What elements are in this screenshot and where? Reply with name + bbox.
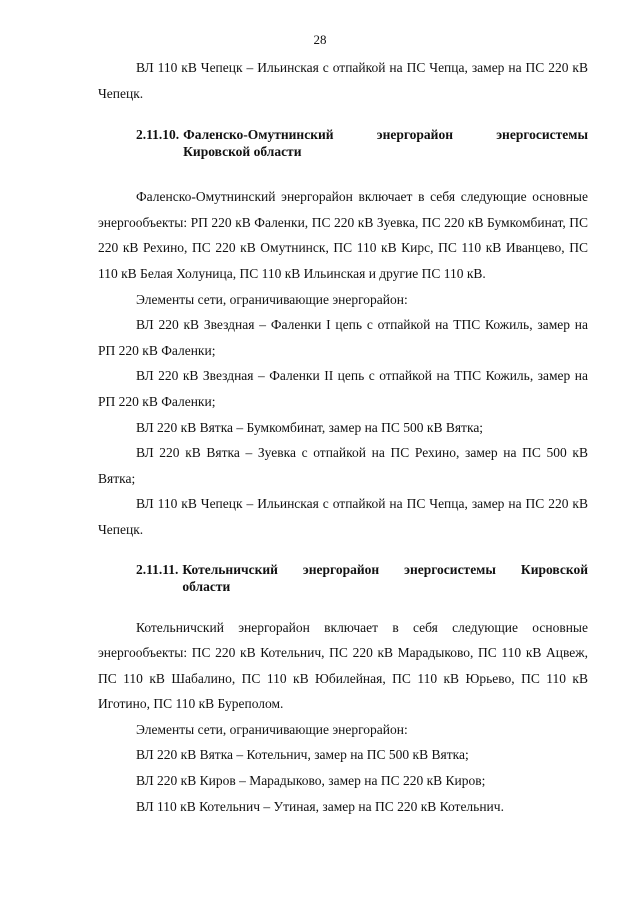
section-number: 2.11.11. bbox=[136, 561, 179, 577]
section-intro: Котельничский энергорайон включает в себя следующие основные энергообъекты: ПС 220 кВ Котельнич, ПС 220 кВ Марадыково, ПС 110 кВ Ацвеж, ПС 110 кВ Шабалино, ПС 110 кВ Юбилейная, ПС 110 кВ Юрьево, ПС 110 кВ Иготино, ПС 110 кВ Буреполом. bbox=[98, 619, 588, 712]
network-element: ВЛ 110 кВ Чепецк – Ильинская с отпайкой на ПС Чепца, замер на ПС 220 кВ Чепецк. bbox=[98, 496, 588, 537]
top-paragraph: ВЛ 110 кВ Чепецк – Ильинская с отпайкой на ПС Чепца, замер на ПС 220 кВ Чепецк. bbox=[98, 60, 588, 101]
section-title-line-1: Фаленско-Омутнинский энергорайон энергосистемы bbox=[183, 127, 588, 143]
network-element: ВЛ 220 кВ Звездная – Фаленки I цепь с отпайкой на ТПС Кожиль, замер на РП 220 кВ Фаленки; bbox=[98, 317, 588, 358]
section-number: 2.11.10. bbox=[136, 127, 180, 143]
section-heading-2-11-11 bbox=[136, 561, 588, 595]
section-title-line-1: Котельничский энергорайон энергосистемы Кировской bbox=[182, 561, 588, 577]
network-element: ВЛ 220 кВ Вятка – Котельнич, замер на ПС 500 кВ Вятка; bbox=[136, 747, 469, 763]
network-element: ВЛ 220 кВ Вятка – Зуевка с отпайкой на ПС Рехино, замер на ПС 500 кВ Вятка; bbox=[98, 445, 588, 486]
section-title-line-2: Кировской области bbox=[183, 144, 302, 160]
network-element: ВЛ 220 кВ Вятка – Бумкомбинат, замер на ПС 500 кВ Вятка; bbox=[136, 419, 484, 435]
network-element: ВЛ 110 кВ Котельнич – Утиная, замер на ПС 220 кВ Котельнич. bbox=[136, 798, 504, 814]
network-element: ВЛ 220 кВ Киров – Марадыково, замер на ПС 220 кВ Киров; bbox=[136, 773, 486, 789]
section-title bbox=[183, 126, 588, 160]
document-body bbox=[98, 55, 588, 819]
section-title-line-2: области bbox=[182, 578, 231, 594]
elements-label: Элементы сети, ограничивающие энергорайон: bbox=[136, 291, 408, 307]
section-title bbox=[182, 561, 588, 595]
elements-label: Элементы сети, ограничивающие энергорайон: bbox=[136, 721, 408, 737]
section-heading-2-11-10 bbox=[136, 126, 588, 160]
section-intro: Фаленско-Омутнинский энергорайон включает в себя следующие основные энергообъекты: РП 220 кВ Фаленки, ПС 220 кВ Зуевка, ПС 220 кВ Бумкомбинат, ПС 220 кВ Рехино, ПС 220 кВ Омутнинск, ПС 110 кВ Кирс, ПС 110 кВ Иванцево, ПС 110 кВ Белая Холуница, ПС 110 кВ Ильинская и другие ПС 110 кВ. bbox=[98, 189, 588, 281]
network-element: ВЛ 220 кВ Звездная – Фаленки II цепь с отпайкой на ТПС Кожиль, замер на РП 220 кВ Фаленки; bbox=[98, 368, 588, 409]
page-number: 28 bbox=[313, 32, 327, 47]
